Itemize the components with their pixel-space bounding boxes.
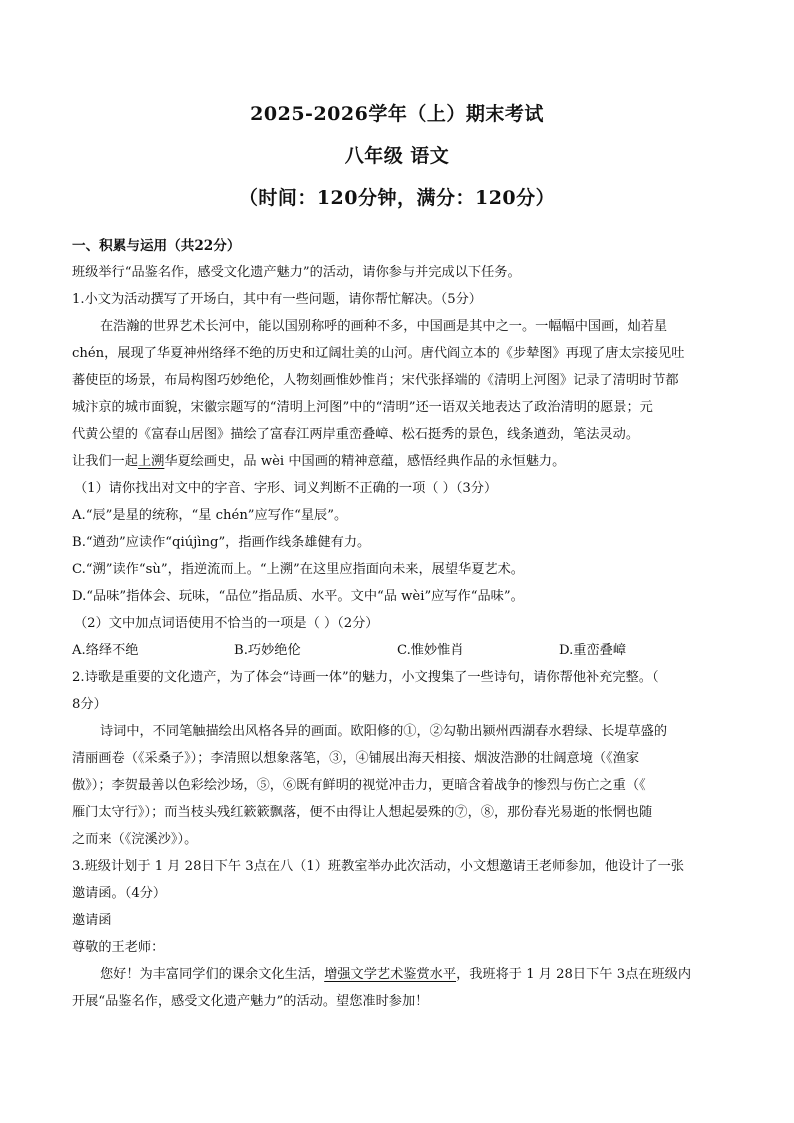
letter-body-line: 开展“品鉴名作，感受文化遗产魅力”的活动。望您准时参加！: [72, 994, 429, 1009]
option-a: A.络绎不绝: [72, 643, 139, 658]
q1-passage-line: 在浩瀚的世界艺术长河中，能以国别称呼的画种不多，中国画是其中之一。一幅幅中国画，灿若星: [100, 319, 668, 334]
option-c: C.“溯”读作“sù”，指逆流而上。“上溯”在这里应指面向未来，展望华夏艺术。: [72, 562, 524, 577]
q2-passage-line: 之而来（《浣溪沙》）。: [72, 832, 198, 847]
letter-body-line: [100, 966, 730, 984]
q1-passage-line: chén，展现了华夏神州络绎不绝的历史和辽阔壮美的山河。唐代阎立本的《步辇图》再现了唐太宗接见吐: [72, 346, 685, 361]
option-d: D.“品味”指体会、玩味，“品位”指品质、水平。文中“品 wèi”应写作“品味”。: [72, 589, 524, 604]
q1-passage-line: 城汴京的城市面貌，宋徽宗题写的“清明上河图”中的“清明”还一语双关地表达了政治清明的愿景；元: [72, 400, 653, 415]
question-2-stem-cont: 8分）: [72, 697, 107, 712]
q2-passage-line: 傲》）；李贺最善以色彩绘沙场，⑤，⑥既有鲜明的视觉冲击力，更暗含着战争的惨烈与伤亡之重（《: [72, 778, 646, 793]
activity-intro: 班级举行“品鉴名作，感受文化遗产魅力”的活动，请你参与并完成以下任务。: [72, 265, 521, 280]
question-3-stem-cont: 邀请函。（4分）: [72, 886, 167, 901]
option-c: C.惟妙惟肖: [397, 643, 464, 658]
q1-passage-line: 代黄公望的《富春山居图》描绘了富春江两岸重峦叠嶂、松石挺秀的景色，线条遒劲，笔法灵动。: [72, 427, 640, 442]
exam-title: 2025-2026学年（上）期末考试: [250, 103, 544, 125]
text-span: 您好！为丰富同学们的课余文化生活，: [100, 967, 325, 982]
question-1-stem: 1.小文为活动撰写了开场白，其中有一些问题，请你帮忙解决。（5分）: [72, 292, 482, 307]
text-span: 让我们一起: [72, 454, 138, 469]
sub-question-1: （1）请你找出对文中的字音、字形、词义判断不正确的一项（ ）（3分）: [74, 481, 498, 496]
text-span: 华夏绘画史，品 wèi 中国画的精神意蕴，感悟经典作品的永恒魅力。: [164, 454, 566, 469]
q1-passage-line: 蕃使臣的场景，布局构图巧妙绝伦，人物刻画惟妙惟肖；宋代张择端的《清明上河图》记录了清明时节都: [72, 373, 679, 388]
q2-passage-line: 清丽画卷（《采桑子》）；李清照以想象落笔，③，④铺展出海天相接、烟波浩渺的壮阔意境（《渔家: [72, 751, 640, 766]
question-2-stem: 2.诗歌是重要的文化遗产，为了体会“诗画一体”的魅力，小文搜集了一些诗句，请你帮他补充完整。（: [72, 670, 659, 685]
underlined-phrase: 增强文学艺术鉴赏水平: [324, 967, 457, 982]
sub-question-2: （2）文中加点词语使用不恰当的一项是（ ）（2分）: [74, 616, 379, 631]
q2-passage-line: 诗词中，不同笔触描绘出风格各异的画面。欧阳修的①，②勾勒出颍州西湖春水碧绿、长堤草盛的: [100, 724, 668, 739]
q2-passage-line: 雁门太守行》）；而当枝头残红簌簌飘落，便不由得让人想起晏殊的⑦，⑧，那份春光易逝的怅惘也随: [72, 805, 653, 820]
text-span: ，我班将于 1 月 28日下午 3点在班级内: [456, 967, 692, 982]
option-b: B.“遒劲”应读作“qiújìng”，指画作线条雄健有力。: [72, 535, 371, 550]
underlined-word: 上溯: [137, 454, 165, 469]
option-a: A.“辰”是星的统称，“星 chén”应写作“星辰”。: [72, 508, 348, 523]
q1-closing-line: [72, 453, 730, 471]
section-heading: 一、积累与运用（共22分）: [72, 238, 241, 254]
letter-salutation: 尊敬的王老师：: [72, 940, 165, 955]
option-b: B.巧妙绝伦: [234, 643, 301, 658]
letter-title: 邀请函: [72, 913, 112, 928]
option-d: D.重峦叠嶂: [559, 643, 627, 658]
exam-subject: 八年级 语文: [344, 145, 450, 167]
exam-time-score: （时间：120分钟，满分：120分）: [238, 187, 556, 209]
question-3-stem: 3.班级计划于 1 月 28日下午 3点在八（1）班教室举办此次活动，小文想邀请王老师参加，他设计了一张: [72, 859, 684, 874]
